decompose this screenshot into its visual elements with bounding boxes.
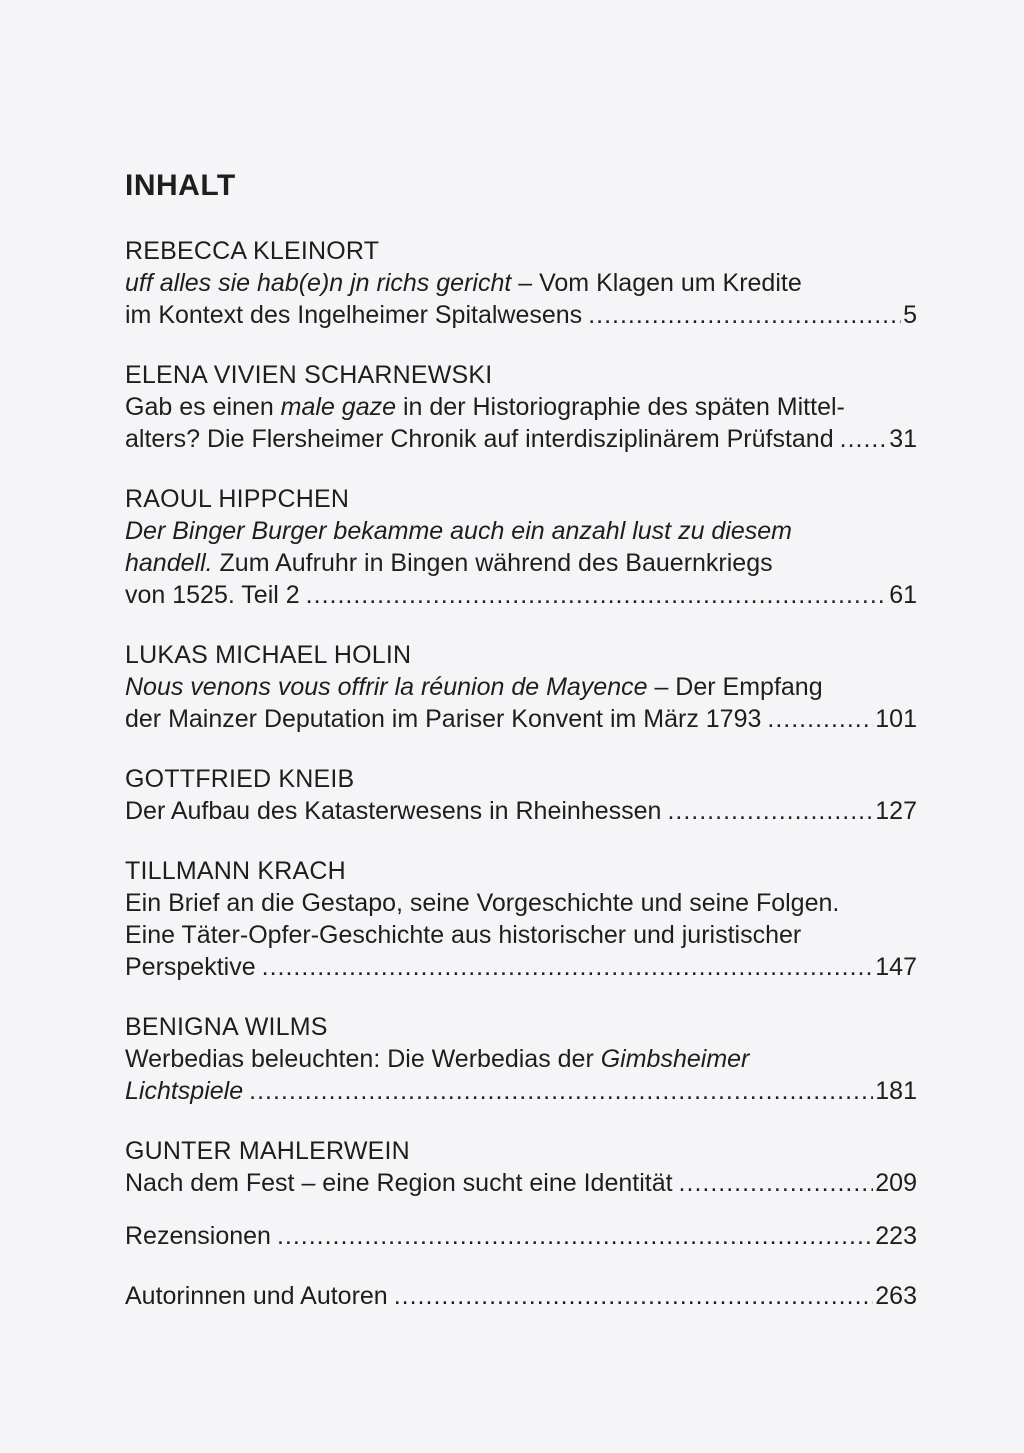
- page-title: INHALT: [125, 169, 236, 202]
- page-number: 31: [889, 425, 917, 453]
- dot-leader: [262, 951, 874, 983]
- toc-entry-title-line: [125, 515, 917, 547]
- dot-leader: [394, 1280, 874, 1312]
- toc-entry-title-text: [125, 1280, 388, 1312]
- page-number: 209: [875, 1169, 917, 1197]
- toc-entry-title-line: [125, 671, 917, 703]
- toc-entry-author: GUNTER MAHLERWEIN: [125, 1137, 410, 1165]
- dot-leader: [767, 703, 873, 735]
- toc-entry-author: GOTTFRIED KNEIB: [125, 765, 355, 793]
- title-segment: im Kontext des Ingelheimer Spitalwesens: [125, 301, 583, 329]
- title-segment: alters? Die Flersheimer Chronik auf interdisziplinärem Prüfstand: [125, 425, 834, 453]
- title-italic-segment: Lichtspiele: [125, 1077, 244, 1105]
- toc-entry[interactable]: [125, 483, 917, 611]
- toc-entry-title-line: [125, 391, 917, 423]
- toc-entry-title-line: [125, 423, 917, 455]
- title-segment: Rezensionen: [125, 1222, 271, 1250]
- toc-entry-title-line: [125, 795, 917, 827]
- title-segment: – Der Empfang: [647, 673, 823, 701]
- toc-entry[interactable]: [125, 639, 917, 735]
- page-number: 101: [875, 705, 917, 733]
- title-segment: Nach dem Fest – eine Region sucht eine Identität: [125, 1169, 673, 1197]
- toc-entry-title-line: [125, 547, 917, 579]
- title-segment: Ein Brief an die Gestapo, seine Vorgeschichte und seine Folgen.: [125, 889, 840, 917]
- title-segment: Perspektive: [125, 953, 256, 981]
- toc-entry[interactable]: [125, 1135, 917, 1199]
- dot-leader: [679, 1167, 874, 1199]
- toc-entry-title-line: [125, 579, 917, 611]
- dot-leader: [667, 795, 873, 827]
- page-number: 5: [903, 301, 917, 329]
- toc-entry-title-line: [125, 1043, 917, 1075]
- page-number: 147: [875, 953, 917, 981]
- dot-leader: [249, 1075, 873, 1107]
- toc-entry[interactable]: [125, 1280, 917, 1312]
- toc-entry[interactable]: [125, 359, 917, 455]
- title-segment: Gab es einen: [125, 393, 281, 421]
- title-italic-segment: handell.: [125, 549, 213, 577]
- page-number: 181: [875, 1077, 917, 1105]
- title-segment: Werbedias beleuchten: Die Werbedias der: [125, 1045, 601, 1073]
- dot-leader: [588, 299, 901, 331]
- page-number: 263: [875, 1282, 917, 1310]
- toc-entry-title-line: [125, 1167, 917, 1199]
- dot-leader: [840, 423, 888, 455]
- toc-entry[interactable]: [125, 763, 917, 827]
- toc-entry-title-line: [125, 1220, 917, 1252]
- toc-entry-author: REBECCA KLEINORT: [125, 237, 380, 265]
- toc-entry-author: TILLMANN KRACH: [125, 857, 346, 885]
- title-italic-segment: male gaze: [280, 393, 397, 421]
- toc-entry-title-line: [125, 887, 917, 919]
- toc-entry-title-line: [125, 919, 917, 951]
- title-segment: der Mainzer Deputation im Pariser Konvent im März 1793: [125, 705, 762, 733]
- toc-entry-author: LUKAS MICHAEL HOLIN: [125, 641, 412, 669]
- toc-entry-title-text: [125, 795, 661, 827]
- toc-entry-title-text: [125, 1075, 243, 1107]
- toc-entry-title-line: [125, 951, 917, 983]
- toc-entry-title-text: [125, 579, 300, 611]
- page-number: 127: [875, 797, 917, 825]
- toc-entry-title-text: [125, 703, 761, 735]
- dot-leader: [277, 1220, 873, 1252]
- title-segment: Autorinnen und Autoren: [125, 1282, 388, 1310]
- title-segment: in der Historiographie des späten Mittel-: [396, 393, 845, 421]
- toc-entry-author: BENIGNA WILMS: [125, 1013, 328, 1041]
- toc-entry-title-line: [125, 299, 917, 331]
- toc-entry-title-text: [125, 951, 256, 983]
- toc-entry-title-line: [125, 1280, 917, 1312]
- toc-entry-title-text: [125, 423, 834, 455]
- title-segment: von 1525. Teil 2: [125, 581, 300, 609]
- dot-leader: [306, 579, 888, 611]
- title-italic-segment: Nous venons vous offrir la réunion de Mayence: [125, 673, 648, 701]
- title-italic-segment: Der Binger Burger bekamme auch ein anzahl lust zu diesem: [125, 517, 793, 545]
- title-segment: Der Aufbau des Katasterwesens in Rheinhessen: [125, 797, 662, 825]
- title-segment: – Vom Klagen um Kredite: [511, 269, 802, 297]
- toc-entry-title-text: [125, 1167, 673, 1199]
- toc-entry[interactable]: [125, 855, 917, 983]
- title-italic-segment: Gimbsheimer: [600, 1045, 750, 1073]
- toc-entry-title-text: [125, 1220, 271, 1252]
- toc-entry-title-line: [125, 703, 917, 735]
- toc-entry[interactable]: [125, 1220, 917, 1252]
- title-segment: Eine Täter-Opfer-Geschichte aus historischer und juristischer: [125, 921, 802, 949]
- toc-entry[interactable]: [125, 235, 917, 331]
- page-number: 61: [889, 581, 917, 609]
- page-number: 223: [875, 1222, 917, 1250]
- toc-entry-title-line: [125, 267, 917, 299]
- toc-entry-title-line: [125, 1075, 917, 1107]
- toc-entry-title-text: [125, 299, 582, 331]
- toc-entry-author: ELENA VIVIEN SCHARNEWSKI: [125, 361, 493, 389]
- title-italic-segment: uff alles sie hab(e)n jn richs gericht: [125, 269, 512, 297]
- toc-entry-author: RAOUL HIPPCHEN: [125, 485, 350, 513]
- title-segment: Zum Aufruhr in Bingen während des Bauernkriegs: [212, 549, 773, 577]
- toc-entry[interactable]: [125, 1011, 917, 1107]
